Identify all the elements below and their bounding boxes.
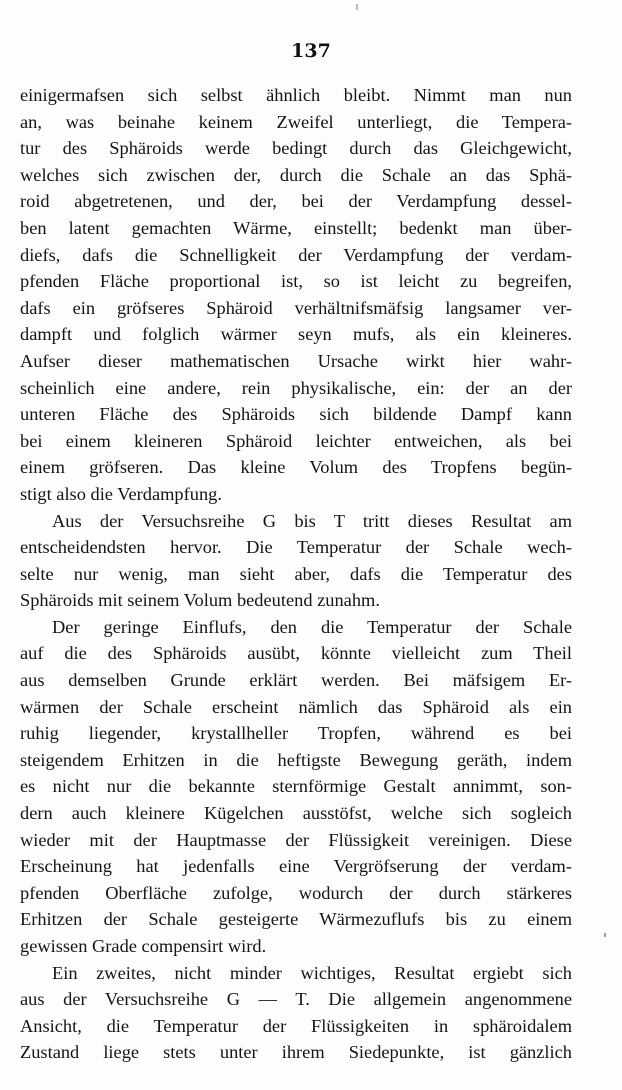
text-line: Aufser dieser mathematischen Ursache wirkt hier wahr- — [20, 350, 572, 371]
text-line: welches sich zwischen der, durch die Schale an das Sphä- — [20, 164, 572, 185]
text-line: Der geringe Einflufs, den die Temperatur der Schale — [52, 616, 572, 637]
text-line: Erscheinung hat jedenfalls eine Vergröfserung der verdam- — [20, 856, 572, 877]
text-line: dampft und folglich wärmer seyn mufs, als ein kleineres. — [20, 324, 572, 345]
text-line: bei einem kleineren Sphäroid leichter entweichen, als bei — [20, 430, 572, 451]
page-number: 137 — [291, 40, 331, 62]
text-line: Sphäroids mit seinem Volum bedeutend zunahm. — [20, 590, 380, 611]
text-line: ben latent gemachten Wärme, einstellt; bedenkt man über- — [20, 217, 572, 238]
text-line: pfenden Fläche proportional ist, so ist leicht zu begreifen, — [20, 271, 572, 292]
text-line: Zustand liege stets unter ihrem Siedepunkte, ist gänzlich — [20, 1042, 572, 1063]
text-line: Erhitzen der Schale gesteigerte Wärmezuflufs bis zu einem — [20, 909, 572, 930]
text-line: unteren Fläche des Sphäroids sich bildende Dampf kann — [20, 404, 572, 425]
text-line: dafs ein gröfseres Sphäroid verhältnifsmäfsig langsamer ver- — [20, 297, 572, 318]
text-line: ruhig liegender, krystallheller Tropfen, während es bei — [20, 723, 572, 744]
text-line: aus der Versuchsreihe G — T. Die allgemein angenommene — [20, 989, 572, 1010]
text-line: Ansicht, die Temperatur der Flüssigkeiten in sphäroidalem — [20, 1015, 572, 1036]
text-line: es nicht nur die bekannte sternförmige Gestalt annimmt, son- — [20, 776, 572, 797]
text-line: steigendem Erhitzen in die heftigste Bewegung geräth, indem — [20, 749, 572, 770]
scan-mark — [604, 933, 606, 937]
text-line: scheinlich eine andere, rein physikalische, ein: der an der — [20, 377, 572, 398]
text-line: tur des Sphäroids werde bedingt durch das Gleichgewicht, — [20, 138, 572, 159]
text-line: dern auch kleinere Kügelchen ausstöfst, welche sich sogleich — [20, 803, 572, 824]
text-line: Ein zweites, nicht minder wichtiges, Resultat ergiebt sich — [52, 962, 572, 983]
text-line: einem gröfseren. Das kleine Volum des Tropfens begün- — [20, 457, 572, 478]
text-line: roid abgetretenen, und der, bei der Verdampfung dessel- — [20, 191, 572, 212]
text-line: wieder mit der Hauptmasse der Flüssigkeit vereinigen. Diese — [20, 829, 572, 850]
scan-mark — [356, 4, 358, 10]
text-line: entscheidendsten hervor. Die Temperatur der Schale wech- — [20, 537, 572, 558]
text-line: wärmen der Schale erscheint nämlich das Sphäroid als ein — [20, 696, 572, 717]
body-text — [20, 82, 572, 1066]
text-line: stigt also die Verdampfung. — [20, 483, 222, 504]
text-line: auf die des Sphäroids ausübt, könnte vielleicht zum Theil — [20, 643, 572, 664]
text-line: gewissen Grade compensirt wird. — [20, 936, 267, 956]
text-line: pfenden Oberfläche zufolge, wodurch der durch stärkeres — [20, 882, 572, 903]
text-line: aus demselben Grunde erklärt werden. Bei mäfsigem Er- — [20, 670, 572, 691]
text-line: selte nur wenig, man sieht aber, dafs die Temperatur des — [20, 563, 572, 584]
text-line: Aus der Versuchsreihe G bis T tritt dieses Resultat am — [52, 510, 572, 531]
text-line: diefs, dafs die Schnelligkeit der Verdampfung der verdam- — [20, 244, 572, 265]
text-line: einigermafsen sich selbst ähnlich bleibt. Nimmt man nun — [20, 85, 572, 105]
text-line: an, was beinahe keinem Zweifel unterliegt, die Tempera- — [20, 111, 572, 132]
